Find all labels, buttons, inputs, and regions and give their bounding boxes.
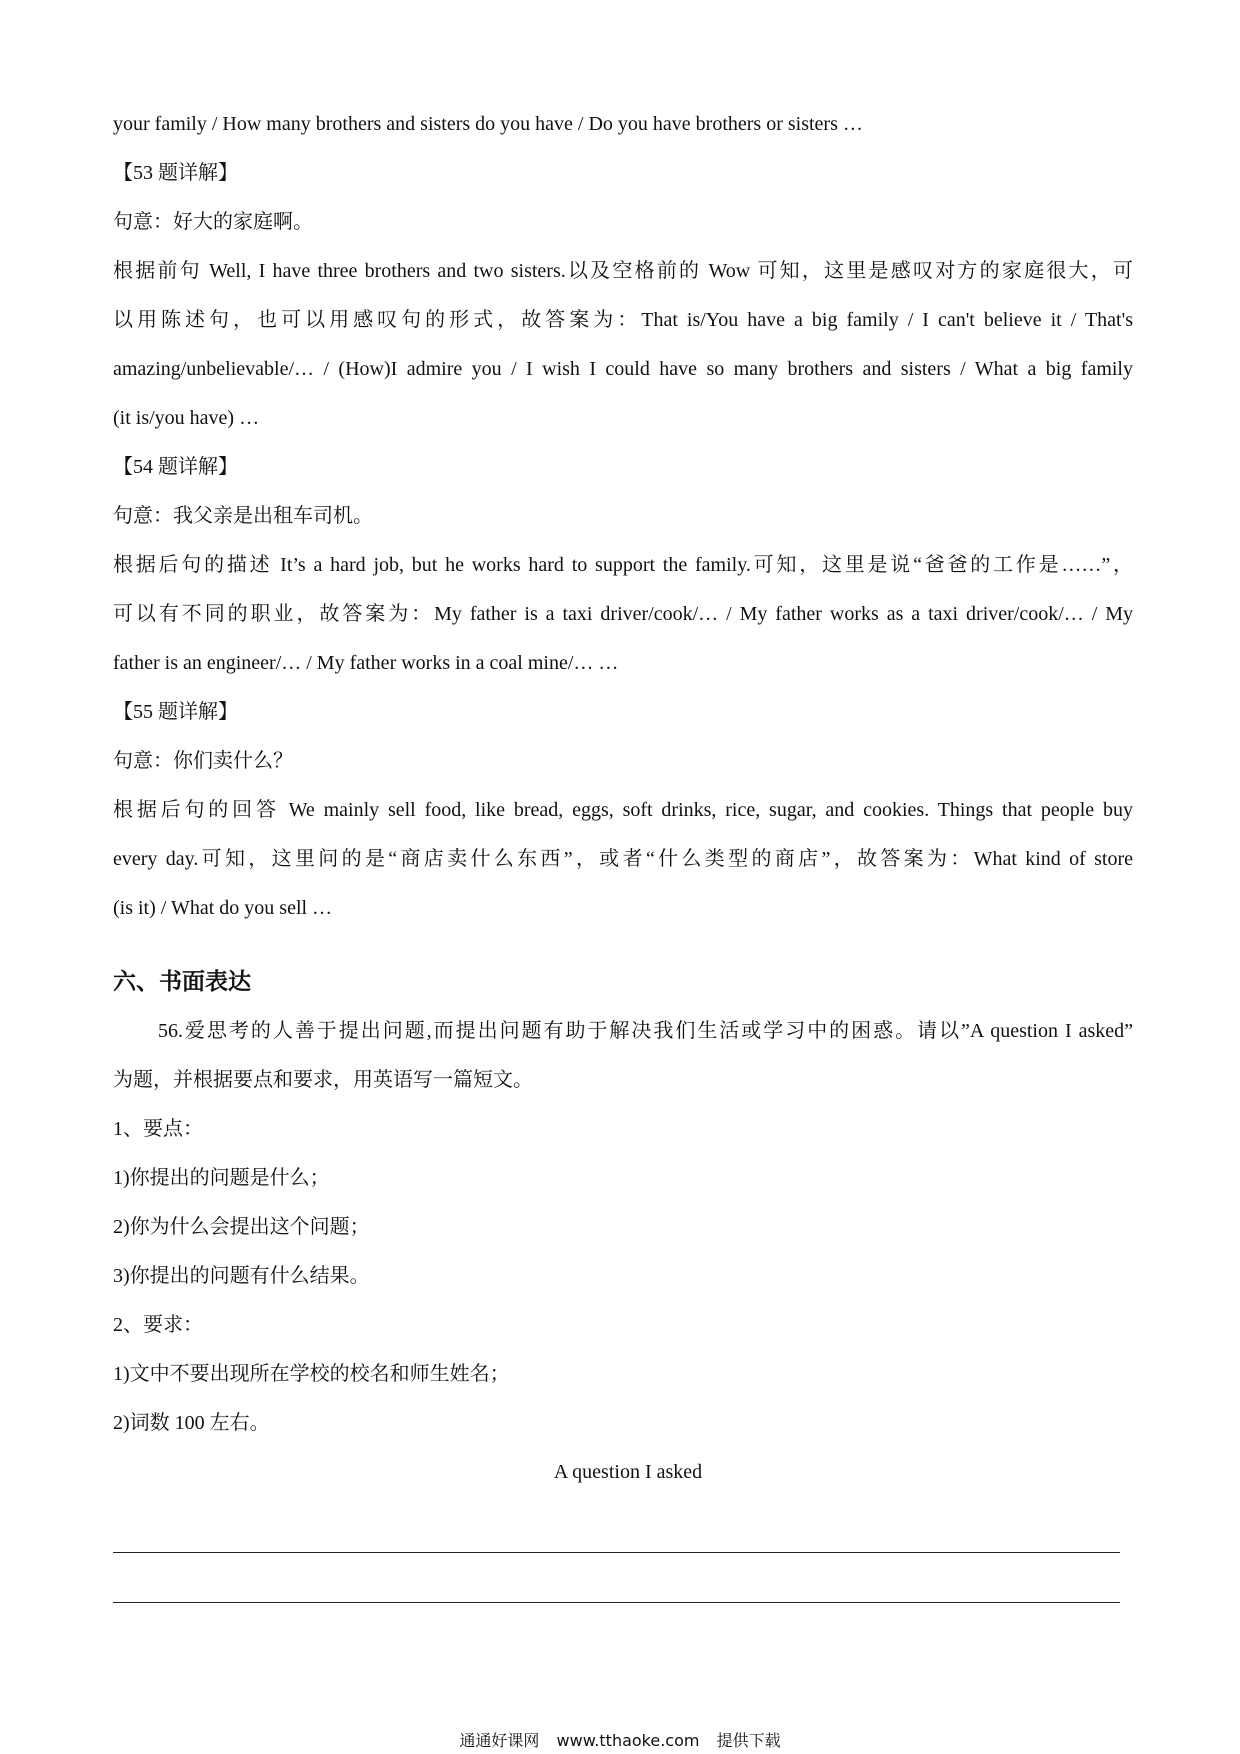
q53-meaning: 句意：好大的家庭啊。 xyxy=(113,211,313,233)
footer-site-name: 通通好课网 xyxy=(459,1731,540,1750)
q54-heading: 【54 题详解】 xyxy=(113,456,238,478)
writing-line xyxy=(113,1602,1120,1603)
document-body xyxy=(113,100,1133,1497)
points-heading: 1、要点： xyxy=(113,1118,203,1140)
point-item: 1)你提出的问题是什么； xyxy=(113,1167,330,1189)
q55-meaning: 句意：你们卖什么？ xyxy=(113,750,293,772)
q55-explanation-line-1: 根据后句的回答 We mainly sell food, like bread, eggs, soft drinks, rice, sugar, and cookies. Things that people buy xyxy=(113,799,1133,821)
requirements-heading: 2、要求： xyxy=(113,1314,203,1336)
q53-explanation-line-1: 根据前句 Well, I have three brothers and two sisters.以及空格前的 Wow 可知，这里是感叹对方的家庭很大，可 xyxy=(113,260,1133,282)
q54-explanation-line-1: 根据后句的描述 It’s a hard job, but he works hard to support the family.可知，这里是说“爸爸的工作是……”， xyxy=(113,554,1133,576)
requirement-item: 1)文中不要出现所在学校的校名和师生姓名； xyxy=(113,1363,510,1385)
writing-line xyxy=(113,1552,1120,1553)
q53-explanation-line-2: 以用陈述句，也可以用感叹句的形式，故答案为：That is/You have a big family / I can't believe it / That's xyxy=(113,309,1133,331)
q54-explanation-line-2: 可以有不同的职业，故答案为：My father is a taxi driver/cook/… / My father works as a taxi driver/cook/… / My xyxy=(113,603,1133,625)
requirement-item: 2)词数 100 左右。 xyxy=(113,1412,270,1434)
section-title: 六、书面表达 xyxy=(113,969,251,995)
q56-prompt-line-2: 为题，并根据要点和要求，用英语写一篇短文。 xyxy=(113,1069,533,1091)
q55-explanation-line-2: every day.可知，这里问的是“商店卖什么东西”，或者“什么类型的商店”，故答案为：What kind of store xyxy=(113,848,1133,870)
point-item: 3)你提出的问题有什么结果。 xyxy=(113,1265,370,1287)
page-footer xyxy=(0,1728,1240,1751)
q54-meaning: 句意：我父亲是出租车司机。 xyxy=(113,505,373,527)
q53-explanation-line-3: amazing/unbelievable/… / (How)I admire you / I wish I could have so many brothers and sisters / What a big family xyxy=(113,358,1133,380)
essay-title: A question I asked xyxy=(553,1461,703,1483)
q56-prompt-line-1: 56.爱思考的人善于提出问题,而提出问题有助于解决我们生活或学习中的困惑。请以”A question I asked” xyxy=(158,1020,1133,1042)
q53-heading: 【53 题详解】 xyxy=(113,162,238,184)
point-item: 2)你为什么会提出这个问题； xyxy=(113,1216,370,1238)
footer-suffix: 提供下载 xyxy=(716,1731,781,1750)
q55-explanation-line-3: (is it) / What do you sell … xyxy=(113,897,333,919)
q53-explanation-line-4: (it is/you have) … xyxy=(113,407,260,429)
answer-line: your family / How many brothers and sisters do you have / Do you have brothers or sisters … xyxy=(113,113,863,135)
q54-explanation-line-3: father is an engineer/… / My father works in a coal mine/… … xyxy=(113,652,619,674)
footer-url: www.tthaoke.com xyxy=(556,1731,700,1750)
q55-heading: 【55 题详解】 xyxy=(113,701,238,723)
